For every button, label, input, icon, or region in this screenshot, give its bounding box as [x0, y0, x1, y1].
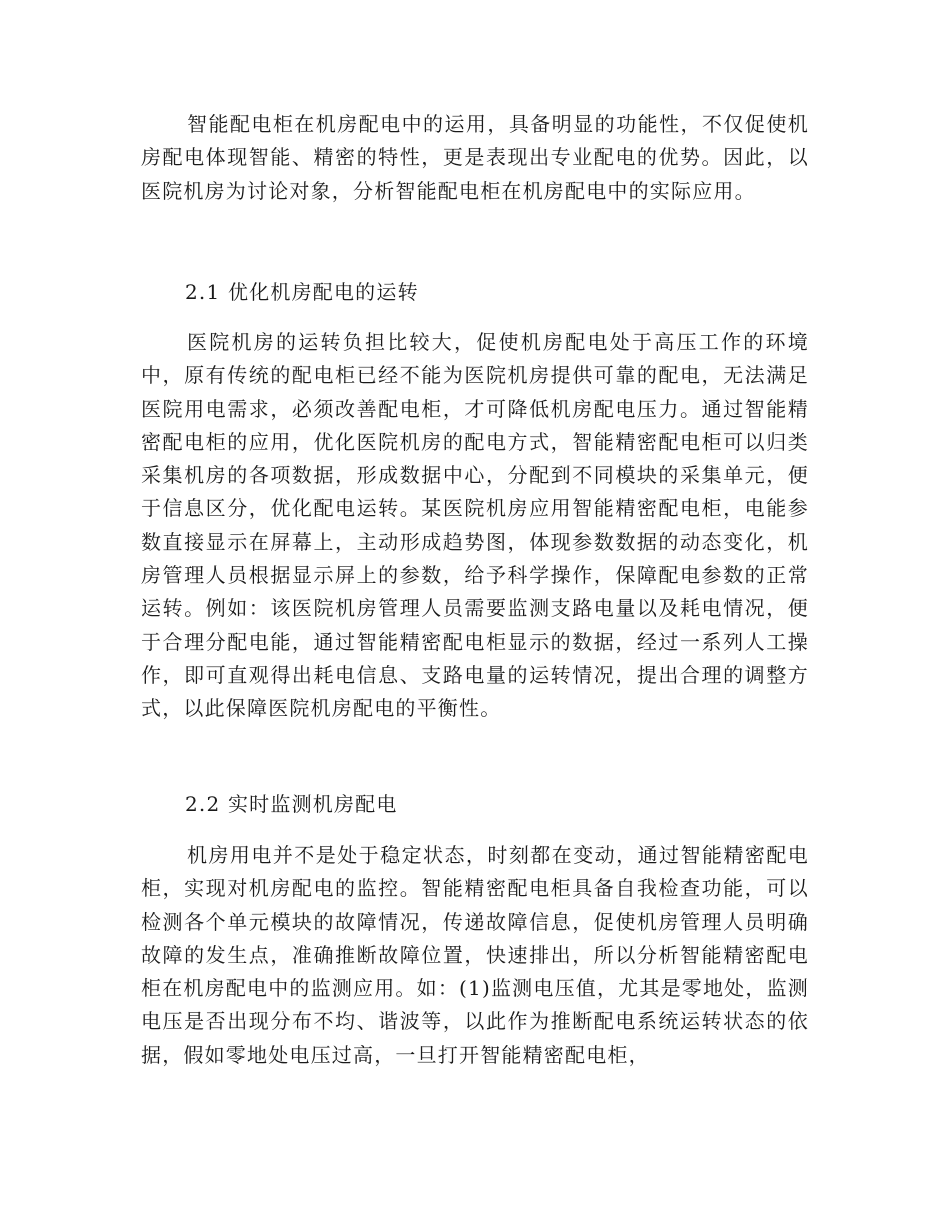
paragraph-intro: 智能配电柜在机房配电中的运用，具备明显的功能性，不仅促使机房配电体现智能、精密的特性，更是表现出专业配电的优势。因此，以医院机房为讨论对象，分析智能配电柜在机房配电中的实际应用。 — [141, 112, 809, 203]
section-heading-2-2: 2.2 实时监测机房配电 — [185, 792, 398, 816]
section-heading-2-1: 2.1 优化机房配电的运转 — [185, 280, 419, 304]
paragraph-realtime-monitoring: 机房用电并不是处于稳定状态，时刻都在变动，通过智能精密配电柜，实现对机房配电的监控。智能精密配电柜具备自我检查功能，可以检测各个单元模块的故障情况，传递故障信息，促使机房管理人员明确故障的发生点，准确推断故障位置，快速排出，所以分析智能精密配电柜在机房配电中的监测应用。如：(1)监测电压值，尤其是零地处，监测电压是否出现分布不均、谐波等，以此作为推断配电系统运转状态的依据，假如零地处电压过高，一旦打开智能精密配电柜， — [141, 843, 809, 1067]
paragraph-optimize-operation: 医院机房的运转负担比较大，促使机房配电处于高压工作的环境中，原有传统的配电柜已经不能为医院机房提供可靠的配电，无法满足医院用电需求，必须改善配电柜，才可降低机房配电压力。通过智能精密配电柜的应用，优化医院机房的配电方式，智能精密配电柜可以归类采集机房的各项数据，形成数据中心，分配到不同模块的采集单元，便于信息区分，优化配电运转。某医院机房应用智能精密配电柜，电能参数直接显示在屏幕上，主动形成趋势图，体现参数数据的动态变化，机房管理人员根据显示屏上的参数，给予科学操作，保障配电参数的正常运转。例如：该医院机房管理人员需要监测支路电量以及耗电情况，便于合理分配电能，通过智能精密配电柜显示的数据，经过一系列人工操作，即可直观得出耗电信息、支路电量的运转情况，提出合理的调整方式，以此保障医院机房配电的平衡性。 — [141, 330, 809, 721]
